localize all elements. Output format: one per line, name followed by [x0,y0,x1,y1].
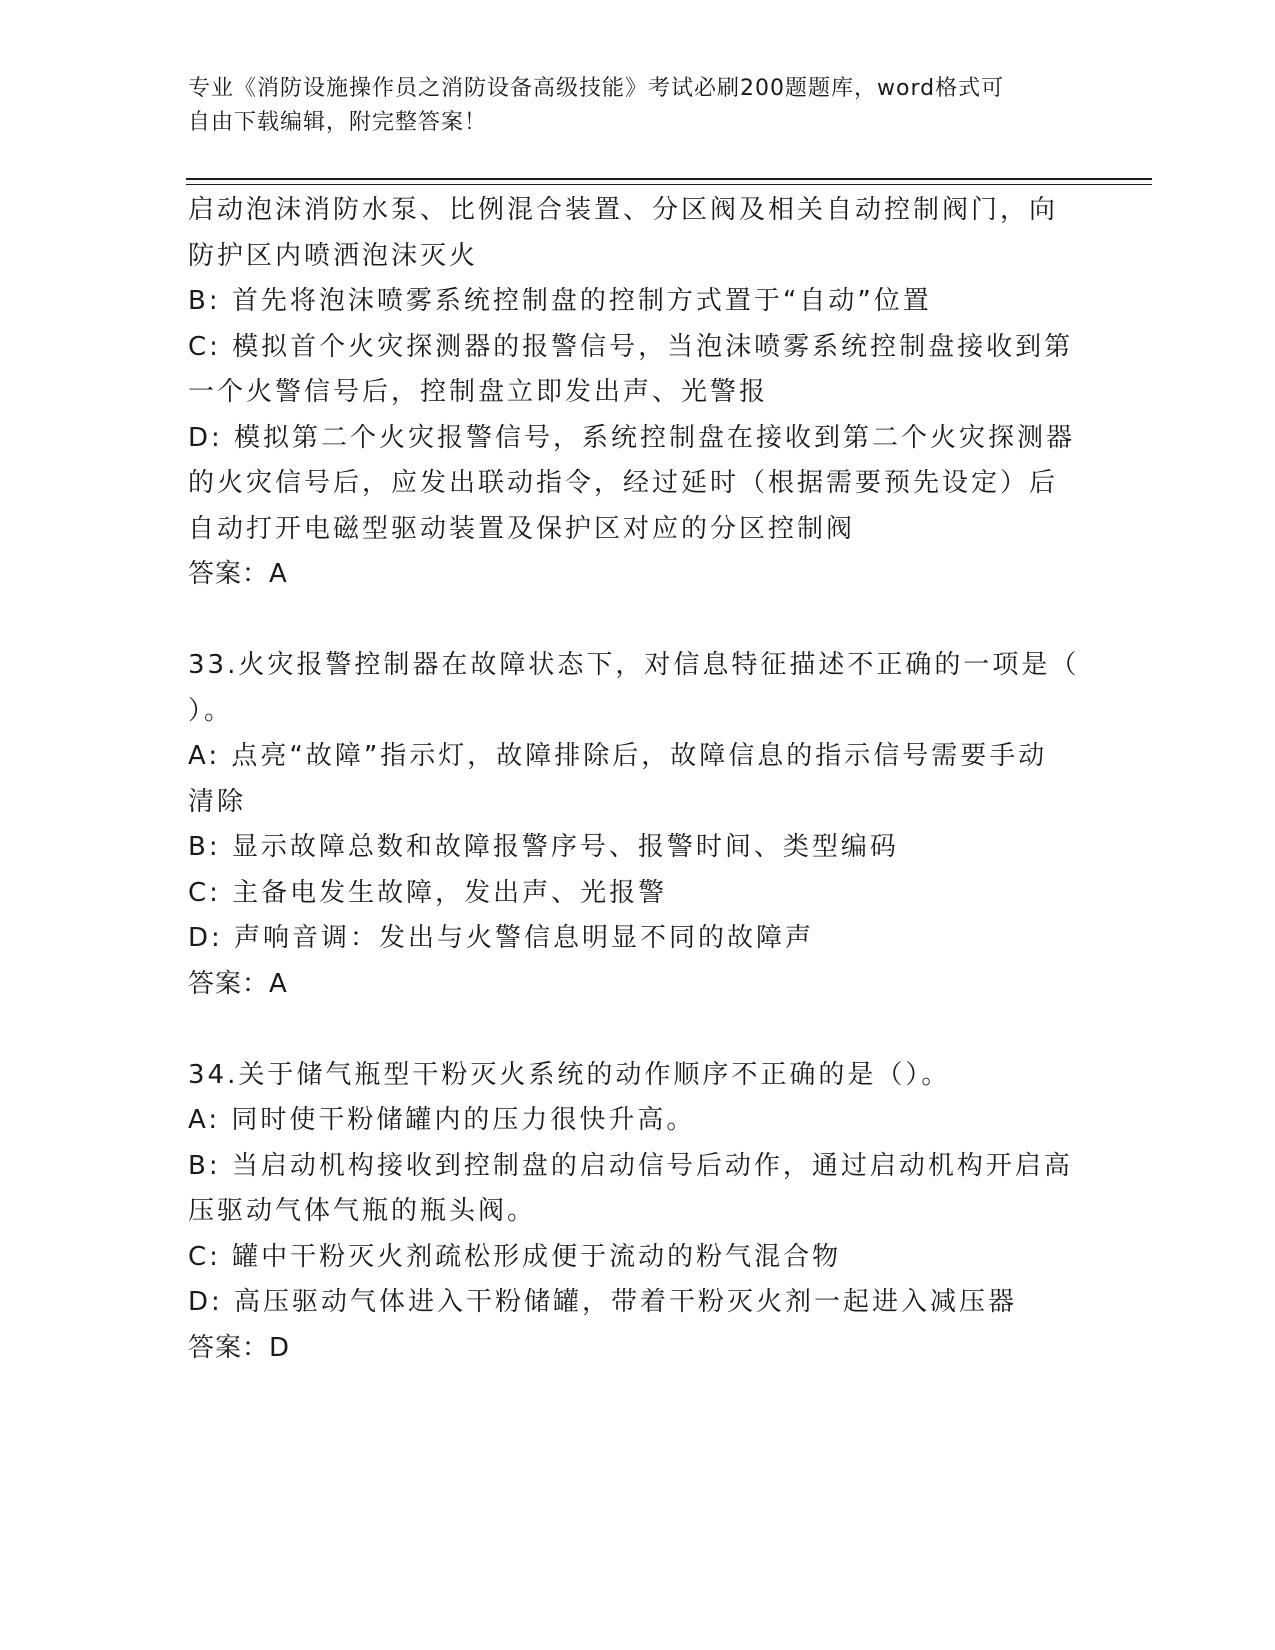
option-d-line: 的火灾信号后，应发出联动指令，经过延时（根据需要预先设定）后 [188,468,1059,498]
option-d-line: 自动打开电磁型驱动装置及保护区对应的分区控制阀 [188,513,856,544]
answer-label: 答案：D [188,1332,291,1363]
option-d: D: 声响音调：发出与火警信息明显不同的故障声 [188,923,815,953]
answer-label: 答案：A [188,559,288,589]
header-divider-thick [186,178,1152,180]
option-d-line: D: 模拟第二个火灾报警信号，系统控制盘在接收到第二个火灾探测器 [188,422,1076,453]
option-b-line: B: 当启动机构接收到控制盘的启动信号后动作，通过启动机构开启高 [188,1150,1073,1181]
option-a-line: 启动泡沫消防水泵、比例混合装置、分区阀及相关自动控制阀门，向 [188,195,1059,225]
spacer [188,598,1088,644]
question-stem-line: 33.火灾报警控制器在故障状态下，对信息特征描述不正确的一项是（ [188,650,1080,680]
option-b: B: 首先将泡沫喷雾系统控制盘的控制方式置于“自动”位置 [188,286,932,316]
question-32-continued [188,188,1088,598]
option-b: B: 显示故障总数和故障报警序号、报警时间、类型编码 [188,832,899,862]
option-b-line: 压驱动气体气瓶的瓶头阀。 [188,1196,537,1226]
question-33 [188,643,1088,1007]
option-c-line: 一个火警信号后，控制盘立即发出声、光警报 [188,377,769,407]
option-a-line: 清除 [188,786,247,817]
header-divider-thin [186,184,1152,185]
header-line-2: 自由下载编辑，附完整答案！ [188,110,488,135]
option-a-line: 防护区内喷洒泡沫灭火 [188,240,479,271]
option-a-line: A: 点亮“故障”指示灯，故障排除后，故障信息的指示信号需要手动 [188,741,1048,771]
option-c-line: C: 模拟首个火灾探测器的报警信号，当泡沫喷雾系统控制盘接收到第 [188,331,1074,362]
question-stem-line: ）。 [188,695,234,726]
header-line-1: 专业《消防设施操作员之消防设备高级技能》考试必刷200题题库，word格式可 [188,76,1005,101]
spacer [188,1007,1088,1053]
answer-label: 答案：A [188,968,288,999]
option-d: D: 高压驱动气体进入干粉储罐，带着干粉灭火剂一起进入减压器 [188,1287,1018,1317]
option-c: C: 罐中干粉灭火剂疏松形成便于流动的粉气混合物 [188,1241,842,1272]
question-34 [188,1053,1088,1372]
document-body [188,188,1088,1371]
question-stem: 34.关于储气瓶型干粉灭火系统的动作顺序不正确的是（）。 [188,1059,951,1090]
option-a: A: 同时使干粉储罐内的压力很快升高。 [188,1105,696,1135]
option-c: C: 主备电发生故障，发出声、光报警 [188,877,668,908]
document-header [188,72,1088,140]
